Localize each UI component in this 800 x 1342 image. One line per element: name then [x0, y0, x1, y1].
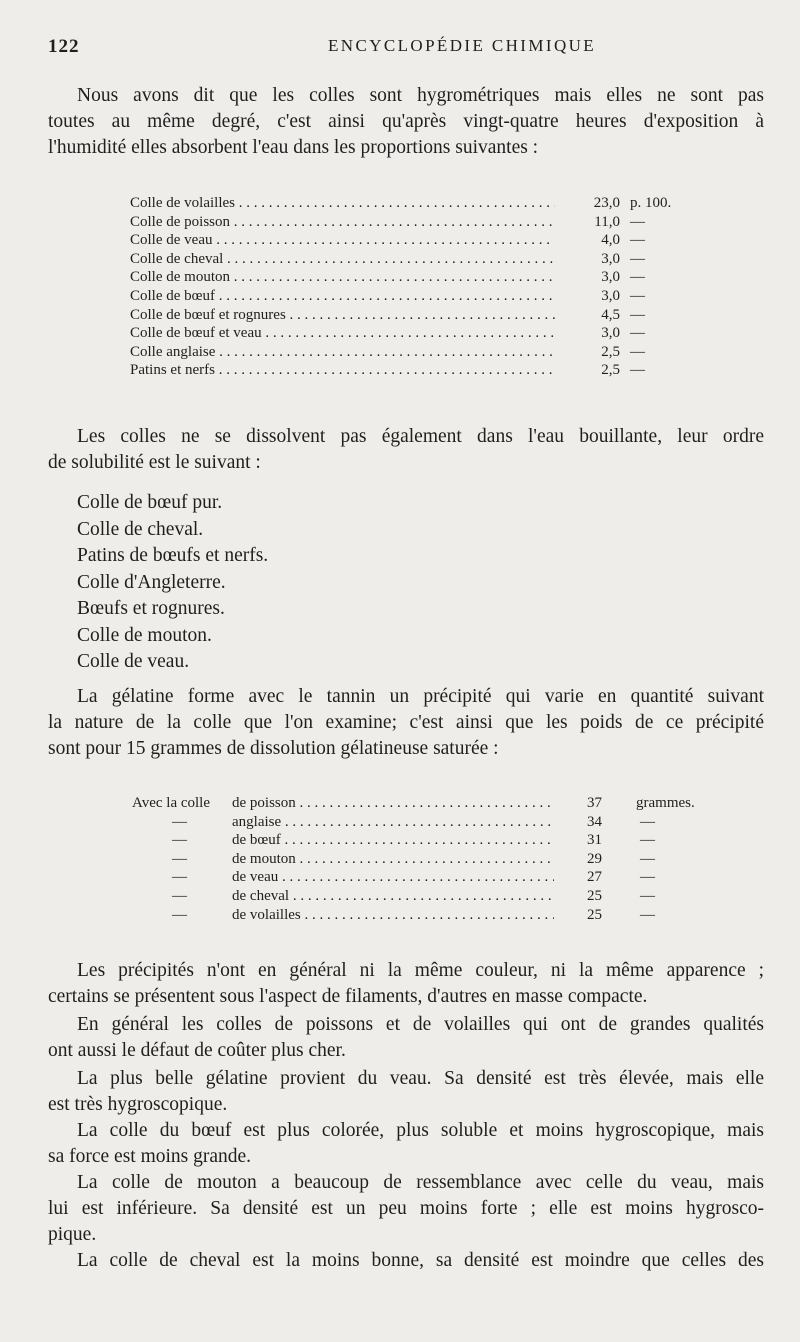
absorption-value: 2,5: [601, 362, 620, 379]
ditto-dash: —: [630, 306, 645, 323]
text-line: La gélatine forme avec le tannin un précipité qui varie en quantité suivant: [77, 686, 764, 707]
ditto-dash: —: [172, 813, 187, 830]
glue-name: anglaise . . .: [232, 813, 554, 832]
absorption-value: 3,0: [601, 325, 620, 342]
glue-name: de poisson . . .: [232, 794, 554, 813]
glue-name: de cheval . . .: [232, 887, 554, 906]
list-item: Colle de cheval.: [77, 518, 204, 540]
glue-name: Colle de bœuf et veau . . .: [130, 324, 555, 343]
glue-name: de bœuf . . .: [232, 831, 554, 850]
row-prefix: Avec la colle: [132, 795, 211, 811]
paragraph-beef: [48, 1118, 764, 1170]
list-item: Colle de bœuf pur.: [77, 492, 223, 513]
glue-name: Colle de bœuf et rognures . . .: [130, 306, 555, 325]
absorption-value: 2,5: [601, 343, 620, 360]
paragraph-quality: [48, 1012, 764, 1064]
text-line: La plus belle gélatine provient du veau. Sa densité est très élevée, mais elle: [77, 1068, 764, 1089]
glue-name: Colle de bœuf . . .: [130, 287, 555, 306]
unit-label: grammes.: [636, 795, 695, 811]
text-line: la nature de la colle que l'on examine; c'est ainsi que les poids de ce précipité: [48, 712, 764, 733]
paragraph-solubility: [48, 424, 764, 476]
text-line: ont aussi le défaut de coûter plus cher.: [48, 1040, 346, 1061]
glue-name: Colle de mouton . . .: [130, 268, 555, 287]
list-item: Colle de mouton.: [77, 624, 212, 646]
ditto-dash: —: [640, 887, 655, 904]
glue-name: Colle de cheval . . .: [130, 250, 555, 269]
precipitate-value: 37: [587, 795, 602, 811]
absorption-value: 11,0: [594, 213, 620, 230]
ditto-dash: —: [630, 232, 645, 249]
text-line: La colle de cheval est la moins bonne, sa densité est moindre que celles des: [77, 1250, 764, 1271]
ditto-dash: —: [640, 832, 655, 849]
ditto-dash: —: [172, 832, 187, 849]
ditto-dash: —: [630, 325, 645, 342]
page-number: 122: [48, 36, 80, 57]
text-line: sa force est moins grande.: [48, 1146, 252, 1167]
ditto-dash: —: [630, 287, 645, 304]
absorption-value: 3,0: [601, 250, 620, 267]
text-line: La colle du bœuf est plus colorée, plus soluble et moins hygroscopique, mais: [77, 1120, 764, 1141]
ditto-dash: —: [630, 269, 645, 286]
ditto-dash: —: [172, 906, 187, 923]
text-line: La colle de mouton a beaucoup de ressemblance avec celle du veau, mais: [77, 1172, 764, 1193]
text-line: Nous avons dit que les colles sont hygrométriques mais elles ne sont pas: [77, 85, 764, 106]
paragraph-horse: [48, 1248, 764, 1274]
absorption-value: 4,5: [601, 306, 620, 323]
solubility-list: [77, 490, 268, 676]
glue-name: Colle anglaise . . .: [130, 343, 555, 362]
list-item: Bœufs et rognures.: [77, 598, 225, 619]
text-line: Les précipités n'ont en général ni la même couleur, ni la même apparence ;: [77, 960, 764, 981]
ditto-dash: —: [640, 869, 655, 886]
text-line: En général les colles de poissons et de volailles qui ont de grandes qualités: [77, 1014, 764, 1035]
glue-name: Colle de poisson . . .: [130, 213, 555, 232]
list-item: Colle d'Angleterre.: [77, 571, 226, 593]
precipitate-value: 31: [587, 832, 602, 849]
absorption-value: 3,0: [601, 287, 620, 304]
glue-name: Patins et nerfs . . .: [130, 361, 555, 380]
ditto-dash: —: [630, 213, 645, 230]
text-line: sont pour 15 grammes de dissolution gélatineuse saturée :: [48, 738, 499, 759]
glue-name: Colle de volailles . . .: [130, 194, 555, 213]
page-header: [48, 36, 738, 60]
text-line: toutes au même degré, c'est ainsi qu'après vingt-quatre heures d'exposition à: [48, 111, 764, 132]
glue-name: Colle de veau . . .: [130, 231, 555, 250]
absorption-value: 23,0: [593, 195, 620, 211]
text-line: est très hygroscopique.: [48, 1094, 228, 1115]
text-line: l'humidité elles absorbent l'eau dans les proportions suivantes :: [48, 137, 539, 158]
precipitate-value: 25: [587, 887, 602, 904]
paragraph-hygrometry: [48, 83, 764, 161]
precipitate-value: 25: [587, 906, 602, 923]
absorption-value: 4,0: [601, 232, 620, 249]
paragraph-precipitates: [48, 958, 764, 1010]
list-item: Colle de veau.: [77, 651, 190, 672]
paragraph-veal: [48, 1066, 764, 1118]
glue-name: de veau . . .: [232, 868, 554, 887]
ditto-dash: —: [640, 906, 655, 923]
precipitate-value: 34: [587, 813, 602, 830]
list-item: Patins de bœufs et nerfs.: [77, 545, 269, 566]
ditto-dash: —: [172, 869, 187, 886]
unit-label: p. 100.: [630, 195, 672, 211]
precipitate-value: 27: [587, 869, 602, 886]
ditto-dash: —: [172, 850, 187, 867]
running-title: ENCYCLOPÉDIE CHIMIQUE: [328, 36, 597, 55]
text-line: de solubilité est le suivant :: [48, 452, 261, 473]
glue-name: de mouton . . .: [232, 850, 554, 869]
ditto-dash: —: [630, 362, 645, 379]
paragraph-tannin: [48, 684, 764, 762]
text-line: certains se présentent sous l'aspect de filaments, d'autres en masse compacte.: [48, 986, 648, 1007]
glue-name: de volailles . . .: [232, 906, 554, 925]
absorption-value: 3,0: [601, 269, 620, 286]
paragraph-mutton: [48, 1170, 764, 1248]
ditto-dash: —: [630, 250, 645, 267]
ditto-dash: —: [172, 887, 187, 904]
precipitate-value: 29: [587, 850, 602, 867]
text-line: pique.: [48, 1224, 97, 1245]
text-line: lui est inférieure. Sa densité est un peu moins forte ; elle est moins hygrosco-: [48, 1198, 764, 1219]
text-line: Les colles ne se dissolvent pas également dans l'eau bouillante, leur ordre: [77, 426, 764, 447]
ditto-dash: —: [640, 813, 655, 830]
ditto-dash: —: [630, 343, 645, 360]
ditto-dash: —: [640, 850, 655, 867]
